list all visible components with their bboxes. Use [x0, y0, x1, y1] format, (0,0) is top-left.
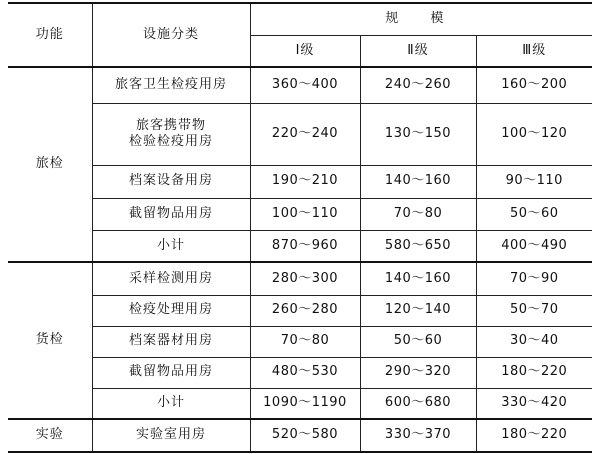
function-cell: 旅检 — [8, 67, 92, 262]
level-3-value-cell: 180～220 — [476, 357, 592, 388]
level-1-value-cell: 1090～1190 — [250, 388, 360, 419]
level-3-value-cell: 50～70 — [476, 295, 592, 326]
level-1-value-cell: 480～530 — [250, 357, 360, 388]
facility-cell: 实验室用房 — [92, 419, 250, 452]
level-2-value-cell: 140～160 — [360, 165, 476, 198]
facility-cell: 档案器材用房 — [92, 326, 250, 357]
facility-cell: 截留物品用房 — [92, 198, 250, 230]
level-1-value-cell: 870～960 — [250, 230, 360, 262]
level-2-value-cell: 600～680 — [360, 388, 476, 419]
level-2-value-cell: 140～160 — [360, 262, 476, 295]
level-2-value-cell: 130～150 — [360, 103, 476, 165]
level-3-value-cell: 180～220 — [476, 419, 592, 452]
level-2-value-cell: 240～260 — [360, 67, 476, 103]
level-1-header: Ⅰ级 — [250, 35, 360, 67]
table-row — [8, 326, 592, 357]
facility-cell: 截留物品用房 — [92, 357, 250, 388]
facility-cell: 小计 — [92, 388, 250, 419]
table-row — [8, 198, 592, 230]
level-2-value-cell: 330～370 — [360, 419, 476, 452]
table-body — [8, 67, 592, 452]
table-header — [8, 3, 592, 67]
facility-cell-line: 旅客携带物 — [135, 117, 206, 133]
table-row — [8, 230, 592, 262]
facility-cell: 检疫处理用房 — [92, 295, 250, 326]
function-cell: 货检 — [8, 262, 92, 419]
level-1-value-cell: 520～580 — [250, 419, 360, 452]
level-1-value-cell: 260～280 — [250, 295, 360, 326]
facility-cell: 采样检测用房 — [92, 262, 250, 295]
level-1-value-cell: 280～300 — [250, 262, 360, 295]
table-row — [8, 357, 592, 388]
table-row — [8, 295, 592, 326]
level-3-value-cell: 100～120 — [476, 103, 592, 165]
facility-cell: 小计 — [92, 230, 250, 262]
level-1-value-cell: 70～80 — [250, 326, 360, 357]
table-row — [8, 67, 592, 103]
level-1-value-cell: 190～210 — [250, 165, 360, 198]
table-row — [8, 103, 592, 165]
level-3-value-cell: 50～60 — [476, 198, 592, 230]
facility-cell: 旅客卫生检疫用房 — [92, 67, 250, 103]
table-row — [8, 419, 592, 452]
function-cell: 实验 — [8, 419, 92, 452]
scale-column-header: 规 模 — [250, 3, 592, 35]
level-1-value-cell: 220～240 — [250, 103, 360, 165]
facility-scale-table — [8, 2, 592, 453]
level-2-value-cell: 120～140 — [360, 295, 476, 326]
level-3-value-cell: 30～40 — [476, 326, 592, 357]
level-3-value-cell: 400～490 — [476, 230, 592, 262]
level-3-value-cell: 90～110 — [476, 165, 592, 198]
level-3-value-cell: 70～90 — [476, 262, 592, 295]
level-2-value-cell: 290～320 — [360, 357, 476, 388]
level-3-value-cell: 330～420 — [476, 388, 592, 419]
facility-cell — [92, 103, 250, 165]
level-2-value-cell: 70～80 — [360, 198, 476, 230]
level-2-value-cell: 580～650 — [360, 230, 476, 262]
facility-cell: 档案设备用房 — [92, 165, 250, 198]
level-2-value-cell: 50～60 — [360, 326, 476, 357]
level-1-value-cell: 360～400 — [250, 67, 360, 103]
level-3-header: Ⅲ级 — [476, 35, 592, 67]
facility-cell-line: 检验检疫用房 — [128, 134, 213, 149]
table-row — [8, 165, 592, 198]
table-row — [8, 262, 592, 295]
level-3-value-cell: 160～200 — [476, 67, 592, 103]
level-2-header: Ⅱ级 — [360, 35, 476, 67]
facility-column-header: 设施分类 — [92, 3, 250, 67]
function-column-header: 功能 — [8, 3, 92, 67]
table-row — [8, 388, 592, 419]
header-row-top — [8, 3, 592, 35]
level-1-value-cell: 100～110 — [250, 198, 360, 230]
